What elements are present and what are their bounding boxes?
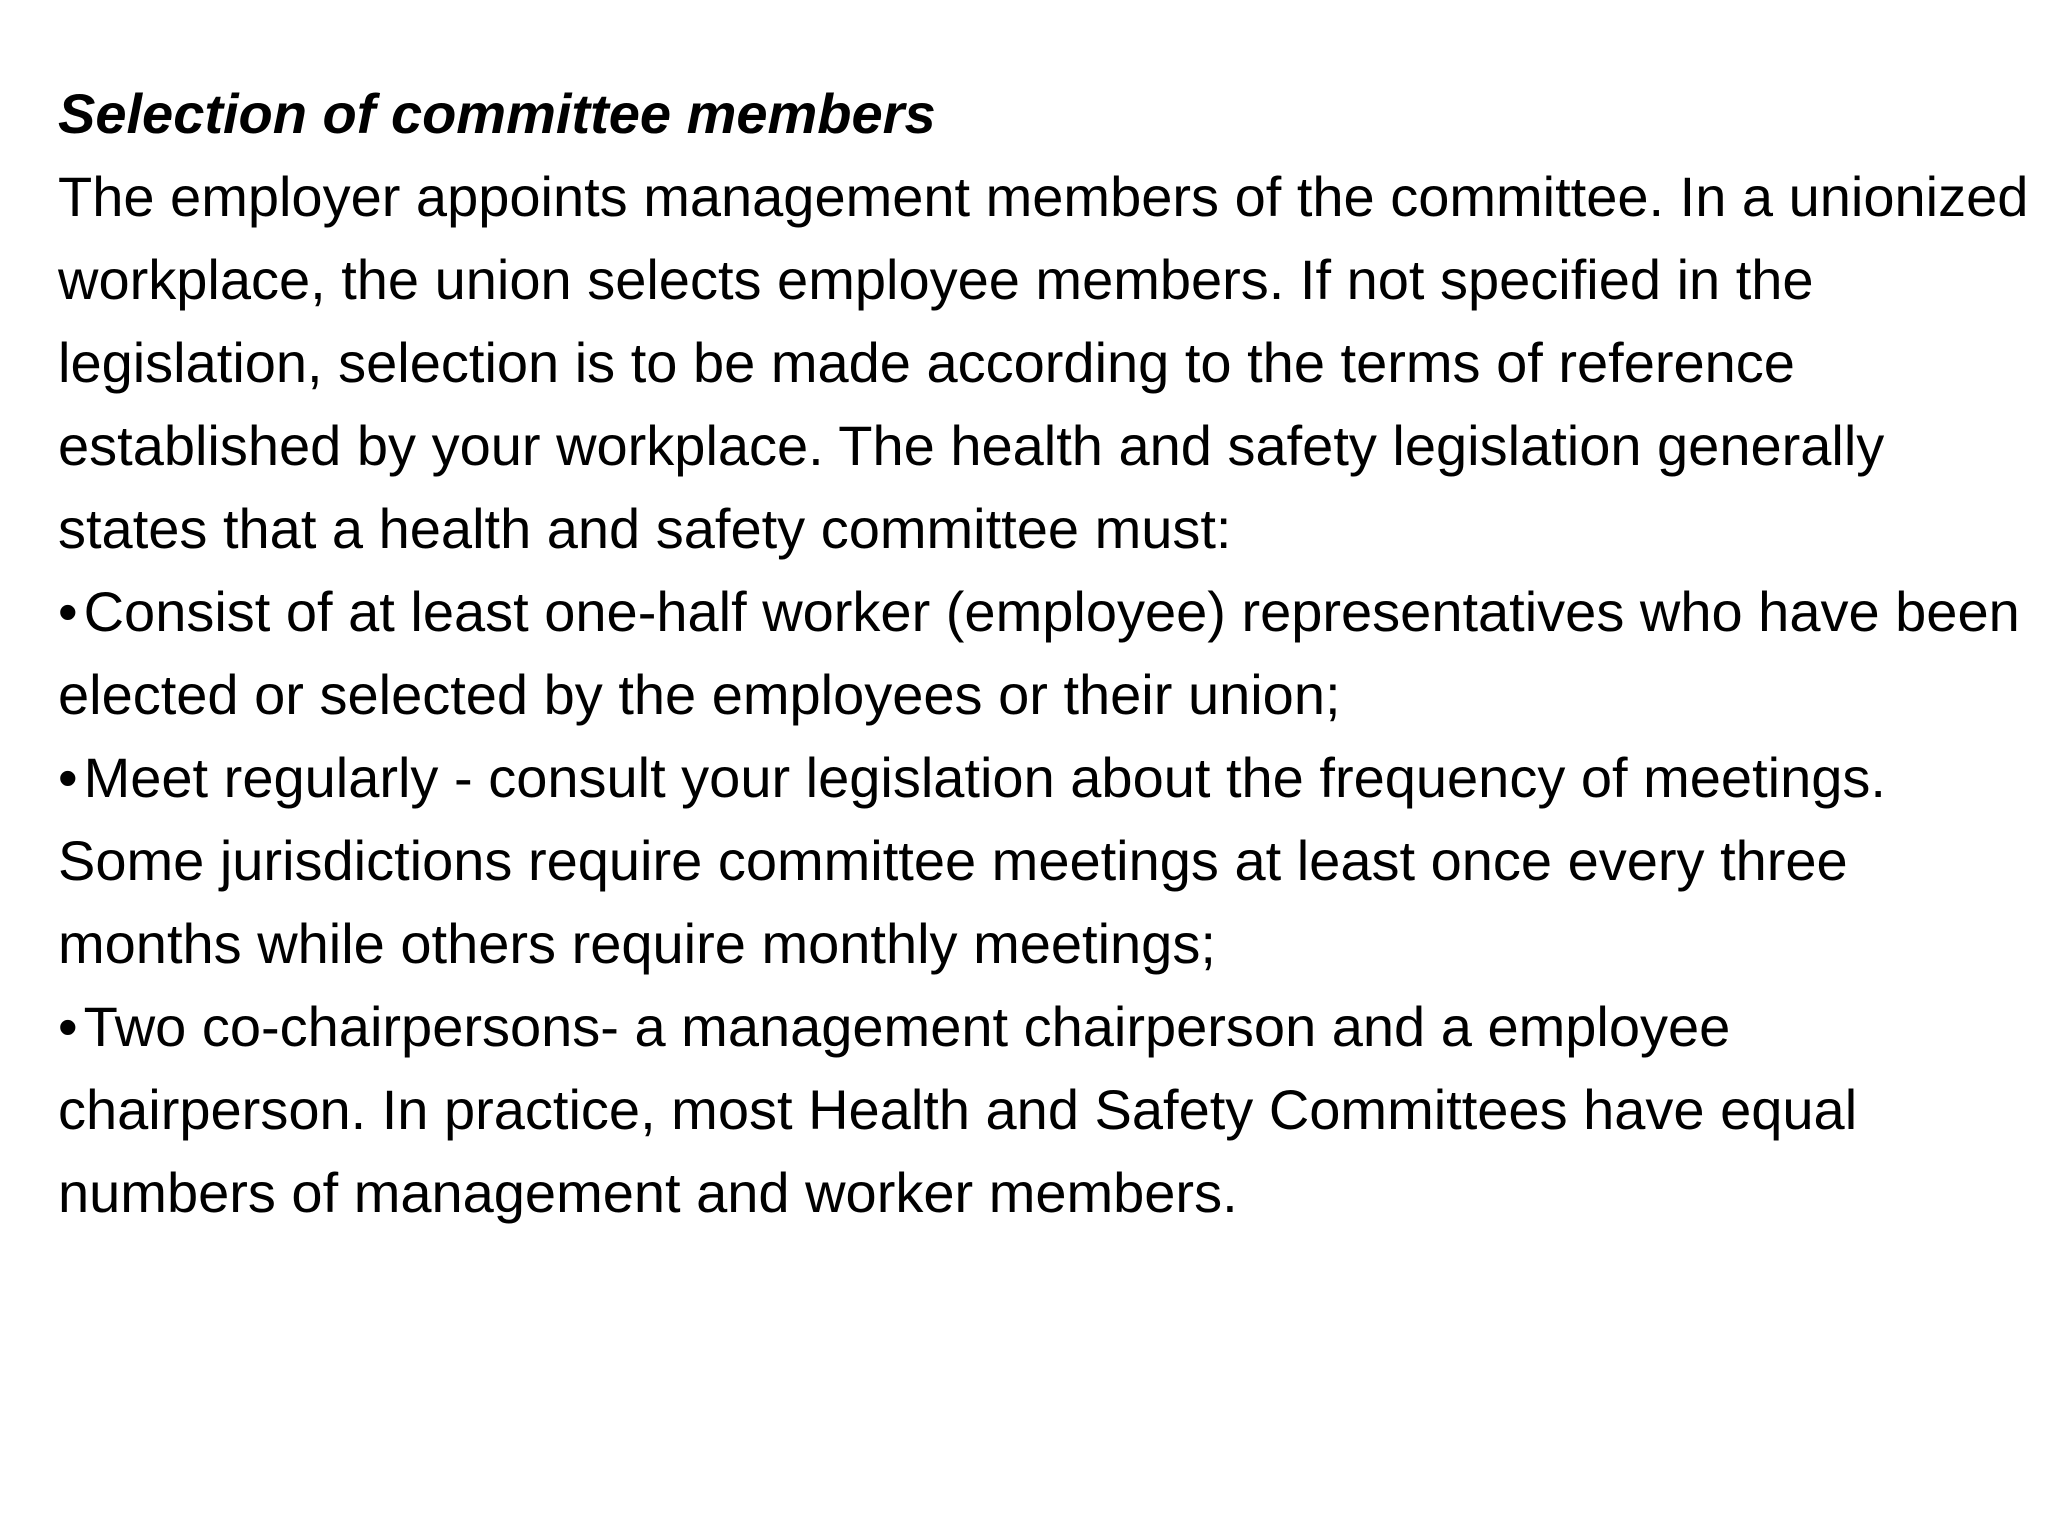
bullet-icon: • (58, 995, 78, 1058)
list-item (58, 985, 2033, 1234)
list-item-text: Two co-chairpersons- a management chairperson and a employee chairperson. In practice, most Health and Safety Committees have equal numbers of management and worker members. (58, 995, 1858, 1224)
bullet-icon: • (58, 580, 78, 643)
list-item-text: Consist of at least one-half worker (employee) representatives who have been elected or selected by the employees or their union; (58, 580, 2020, 726)
slide-content (58, 72, 2033, 1234)
bullet-icon: • (58, 746, 78, 809)
list-item-text: Meet regularly - consult your legislation about the frequency of meetings. Some jurisdictions require committee meetings at least once every three months while others require monthly meetings; (58, 746, 1886, 975)
list-item (58, 736, 2033, 985)
intro-paragraph: The employer appoints management members of the committee. In a unionized workplace, the union selects employee members. If not specified in the legislation, selection is to be made according to the terms of reference established by your workplace. The health and safety legislation generally states that a health and safety committee must: (58, 165, 2029, 560)
requirements-list (58, 570, 2033, 1234)
slide-heading: Selection of committee members (58, 82, 936, 145)
list-item (58, 570, 2033, 736)
